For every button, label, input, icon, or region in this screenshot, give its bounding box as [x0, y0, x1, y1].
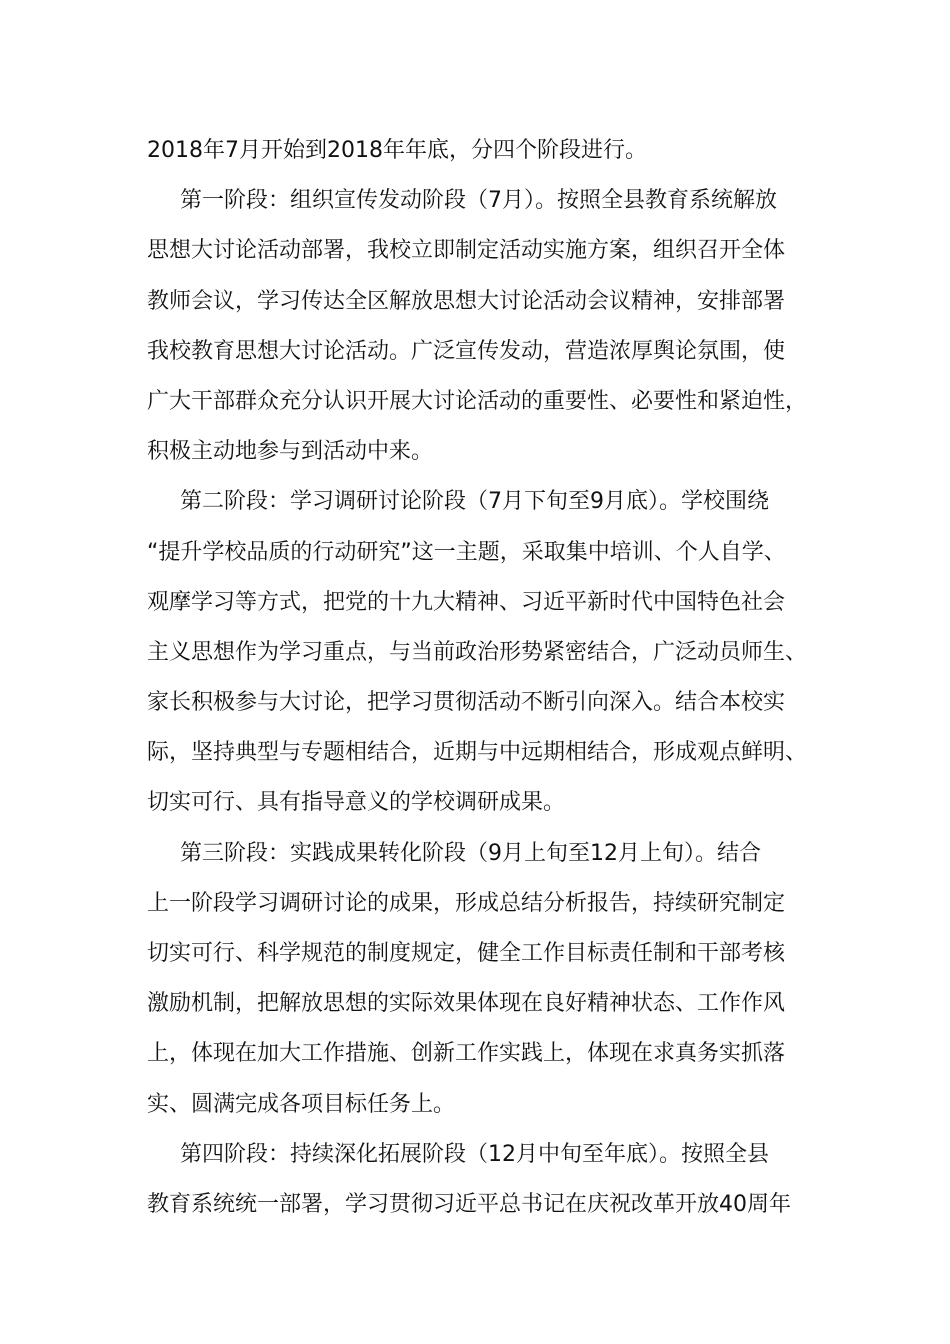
text-line: 观摩学习等方式，把党的十九大精神、习近平新时代中国特色社会 [147, 589, 786, 615]
text-line: 上，体现在加大工作措施、创新工作实践上，体现在求真务实抓落 [147, 1041, 786, 1067]
text-line: 2018年7月开始到2018年年底，分四个阶段进行。 [147, 138, 647, 163]
paragraph-stage-one-start: 第一阶段：组织宣传发动阶段（7月）。按照全县教育系统解放 [180, 188, 777, 214]
text-line: 实、圆满完成各项目标任务上。 [147, 1091, 456, 1117]
text-line: 激励机制，把解放思想的实际效果体现在良好精神状态、工作作风 [147, 991, 786, 1017]
body-text [147, 126, 827, 1230]
text-line: 切实可行、科学规范的制度规定，健全工作目标责任制和干部考核 [147, 941, 786, 966]
text-line: 思想大讨论活动部署，我校立即制定活动实施方案，组织召开全体 [147, 238, 786, 264]
text-line: 教育系统统一部署，学习贯彻习近平总书记在庆祝改革开放40周年 [147, 1191, 791, 1217]
text-line: 上一阶段学习调研讨论的成果，形成总结分析报告，持续研究制定 [147, 890, 786, 916]
paragraph-stage-two-start: 第二阶段：学习调研讨论阶段（7月下旬至9月底）。学校围绕 [180, 489, 769, 515]
text-line: 际，坚持典型与专题相结合，近期与中远期相结合，形成观点鲜明、 [147, 740, 808, 766]
text-line: 切实可行、具有指导意义的学校调研成果。 [147, 790, 566, 816]
paragraph-stage-four-start: 第四阶段：持续深化拓展阶段（12月中旬至年底）。按照全县 [180, 1141, 769, 1167]
text-line: 广大干部群众充分认识开展大讨论活动的重要性、必要性和紧迫性， [147, 388, 808, 414]
text-line: 教师会议，学习传达全区解放思想大讨论活动会议精神，安排部署 [147, 288, 786, 314]
text-line: “提升学校品质的行动研究”这一主题，采取集中培训、个人自学、 [147, 539, 786, 565]
text-line: 家长积极参与大讨论，把学习贯彻活动不断引向深入。结合本校实 [147, 690, 786, 716]
paragraph-stage-three-start: 第三阶段：实践成果转化阶段（9月上旬至12月上旬）。结合 [180, 840, 761, 866]
text-line: 积极主动地参与到活动中来。 [147, 439, 434, 465]
text-line: 主义思想作为学习重点，与当前政治形势紧密结合，广泛动员师生、 [147, 639, 808, 665]
text-line: 我校教育思想大讨论活动。广泛宣传发动，营造浓厚舆论氛围，使 [147, 338, 786, 364]
